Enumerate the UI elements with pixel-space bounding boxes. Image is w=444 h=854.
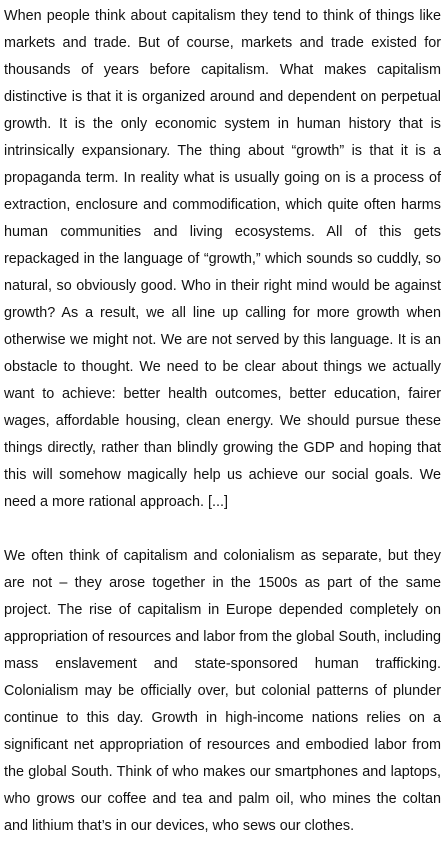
paragraph-colonialism: We often think of capitalism and colonialism as separate, but they are not – they arose together in the 1500s as part of the same project. The rise of capitalism in Europe depended completely on appropriation of resources and labor from the global South, including mass enslavement and state-sponsored human trafficking. Colonialism may be officially over, but colonial patterns of plunder continue to this day. Growth in high-income nations relies on a significant net appropriation of resources and embodied labor from the global South. Think of who makes our smartphones and laptops, who grows our coffee and tea and palm oil, who mines the coltan and lithium that’s in our devices, who sews our clothes. — [4, 548, 441, 834]
paragraph-growth: When people think about capitalism they tend to think of things like markets and trade. But of course, markets and trade existed for thousands of years before capitalism. What makes capitalism distinctive is that it is organized around and dependent on perpetual growth. It is the only economic system in human history that is intrinsically expansionary. The thing about “growth” is that it is a propaganda term. In reality what is usually going on is a process of extraction, enclosure and commodification, which quite often harms human communities and living ecosystems. All of this gets repackaged in the language of “growth,” which sounds so cuddly, so natural, so obviously good. Who in their right mind would be against growth? As a result, we all line up calling for more growth when otherwise we might not. We are not served by this language. It is an obstacle to thought. We need to be clear about things we actually want to achieve: better health outcomes, better education, fairer wages, affordable housing, clean energy. We should pursue these things directly, rather than blindly growing the GDP and hoping that this will somehow magically help us achieve our social goals. We need a more rational approach. [...] — [4, 8, 441, 510]
